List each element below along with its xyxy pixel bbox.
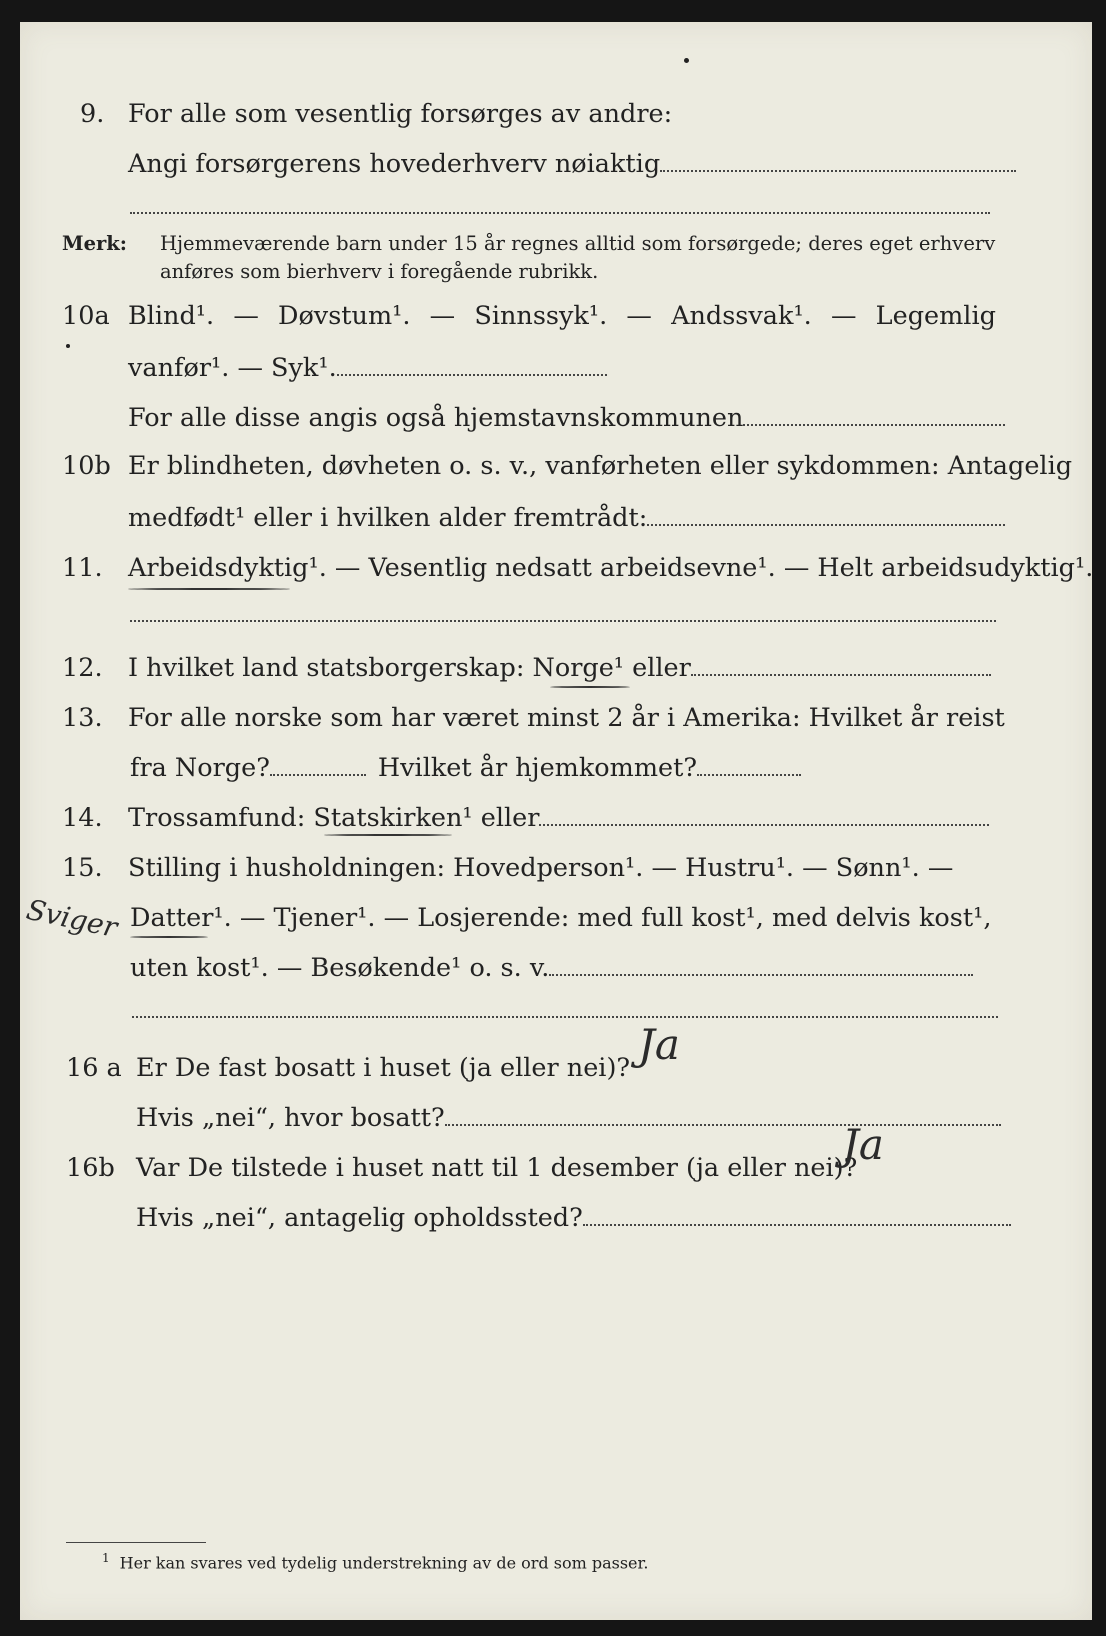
q15-line3-text: uten kost¹. — Besøkende¹ o. s. v. bbox=[130, 953, 550, 983]
q13-line2 bbox=[130, 753, 801, 783]
q15-answer-line2[interactable] bbox=[132, 1016, 998, 1018]
underline-datter bbox=[130, 936, 208, 938]
merk-line2: anføres som bierhverv i foregående rubrikk. bbox=[160, 260, 599, 283]
census-form-page bbox=[20, 22, 1092, 1620]
q10b-line1: Er blindheten, døvheten o. s. v., vanførheten eller sykdommen: Antagelig bbox=[128, 451, 1073, 481]
merk-line1: Hjemmeværende barn under 15 år regnes alltid som forsørgede; deres eget erhverv bbox=[160, 232, 996, 255]
merk-label: Merk: bbox=[62, 232, 127, 255]
q16a-number: 16 a bbox=[66, 1053, 122, 1083]
q16b-answer-field[interactable] bbox=[583, 1224, 1011, 1226]
q15-line2: Datter¹. — Tjener¹. — Losjerende: med full kost¹, med delvis kost¹, bbox=[130, 903, 992, 933]
q15-line3 bbox=[130, 953, 973, 983]
q10b-number: 10b bbox=[62, 451, 111, 481]
q10a-line2-text: vanfør¹. — Syk¹. bbox=[128, 353, 337, 383]
q10b-line2 bbox=[128, 503, 1005, 533]
q13-hjemkommet-label: Hvilket år hjemkommet? bbox=[377, 753, 698, 783]
q14-line1 bbox=[128, 803, 989, 833]
option-andssvak[interactable]: Andssvak¹. bbox=[671, 301, 812, 331]
q9-answer-line2[interactable] bbox=[130, 212, 990, 214]
q12-number: 12. bbox=[62, 653, 103, 683]
ink-dot bbox=[684, 58, 689, 63]
q12-answer-field[interactable] bbox=[691, 674, 991, 676]
footnote-text: Her kan svares ved tydelig understrekning av de ord som passer. bbox=[119, 1553, 649, 1573]
q12-line1 bbox=[128, 653, 991, 683]
q16b-line2 bbox=[136, 1203, 1011, 1233]
handwritten-margin-note: Sviger bbox=[23, 892, 121, 945]
dash: — bbox=[626, 301, 652, 331]
underline-norge bbox=[550, 686, 630, 688]
q10a-line3-text: For alle disse angis også hjemstavnskommunen bbox=[128, 403, 744, 433]
q9-line2-text: Angi forsørgerens hovederhverv nøiaktig bbox=[128, 149, 661, 179]
q13-reist-label: fra Norge? bbox=[130, 753, 270, 783]
q10a-number: 10a bbox=[62, 301, 110, 331]
underline-statskirken bbox=[324, 834, 452, 836]
footnote bbox=[102, 1552, 649, 1571]
q13-number: 13. bbox=[62, 703, 103, 733]
dash: — bbox=[233, 301, 259, 331]
q10b-answer-field[interactable] bbox=[647, 524, 1005, 526]
q9-line1: For alle som vesentlig forsørges av andre: bbox=[128, 99, 673, 129]
handwritten-answer-16a: Ja bbox=[638, 1020, 680, 1069]
q16a-line1: Er De fast bosatt i huset (ja eller nei)? bbox=[136, 1053, 631, 1083]
q16b-number: 16b bbox=[66, 1153, 115, 1183]
q9-number: 9. bbox=[80, 99, 105, 129]
q10a-line2 bbox=[128, 353, 607, 383]
option-sinnssyk[interactable]: Sinnssyk¹. bbox=[474, 301, 608, 331]
q10a-answer-field[interactable] bbox=[337, 374, 607, 376]
q14-number: 14. bbox=[62, 803, 103, 833]
ink-dot bbox=[66, 344, 70, 348]
q9-line2 bbox=[128, 149, 1016, 179]
dash: — bbox=[429, 301, 456, 331]
handwritten-answer-16b: Ja bbox=[842, 1120, 884, 1169]
footnote-rule bbox=[66, 1542, 206, 1543]
q15-line1: Stilling i husholdningen: Hovedperson¹. — Hustru¹. — Sønn¹. — bbox=[128, 853, 954, 883]
q13-hjemkommet-field[interactable] bbox=[697, 774, 801, 776]
q10a-line1 bbox=[128, 301, 996, 331]
q11-number: 11. bbox=[62, 553, 103, 583]
option-blind[interactable]: Blind¹. bbox=[128, 301, 215, 331]
q10a-hometown-field[interactable] bbox=[743, 424, 1005, 426]
option-dovstum[interactable]: Døvstum¹. bbox=[278, 301, 411, 331]
q10b-line2-text: medfødt¹ eller i hvilken alder fremtrådt: bbox=[128, 503, 648, 533]
q16b-line1: Var De tilstede i huset natt til 1 desember (ja eller nei)? bbox=[136, 1153, 858, 1183]
q10a-line3 bbox=[128, 403, 1005, 433]
q14-text: Trossamfund: Statskirken¹ eller bbox=[128, 803, 540, 833]
q11-answer-line[interactable] bbox=[130, 620, 996, 622]
q13-line1: For alle norske som har været minst 2 år i Amerika: Hvilket år reist bbox=[128, 703, 1005, 733]
q9-answer-field[interactable] bbox=[660, 170, 1016, 172]
q15-answer-field[interactable] bbox=[549, 974, 973, 976]
q13-reist-field[interactable] bbox=[270, 774, 366, 776]
q16b-line2-text: Hvis „nei“, antagelig opholdssted? bbox=[136, 1203, 583, 1233]
underline-arbeidsdyktig bbox=[128, 588, 290, 590]
q15-number: 15. bbox=[62, 853, 103, 883]
q11-line1: Arbeidsdyktig¹. — Vesentlig nedsatt arbeidsevne¹. — Helt arbeidsudyktig¹. bbox=[128, 553, 1094, 583]
q12-text: I hvilket land statsborgerskap: Norge¹ eller bbox=[128, 653, 691, 683]
q16a-line2-text: Hvis „nei“, hvor bosatt? bbox=[136, 1103, 445, 1133]
q16a-answer-field[interactable] bbox=[445, 1124, 1001, 1126]
dash: — bbox=[830, 301, 857, 331]
footnote-mark: 1 bbox=[102, 1551, 110, 1565]
option-legemlig[interactable]: Legemlig bbox=[875, 301, 996, 331]
q14-answer-field[interactable] bbox=[539, 824, 989, 826]
